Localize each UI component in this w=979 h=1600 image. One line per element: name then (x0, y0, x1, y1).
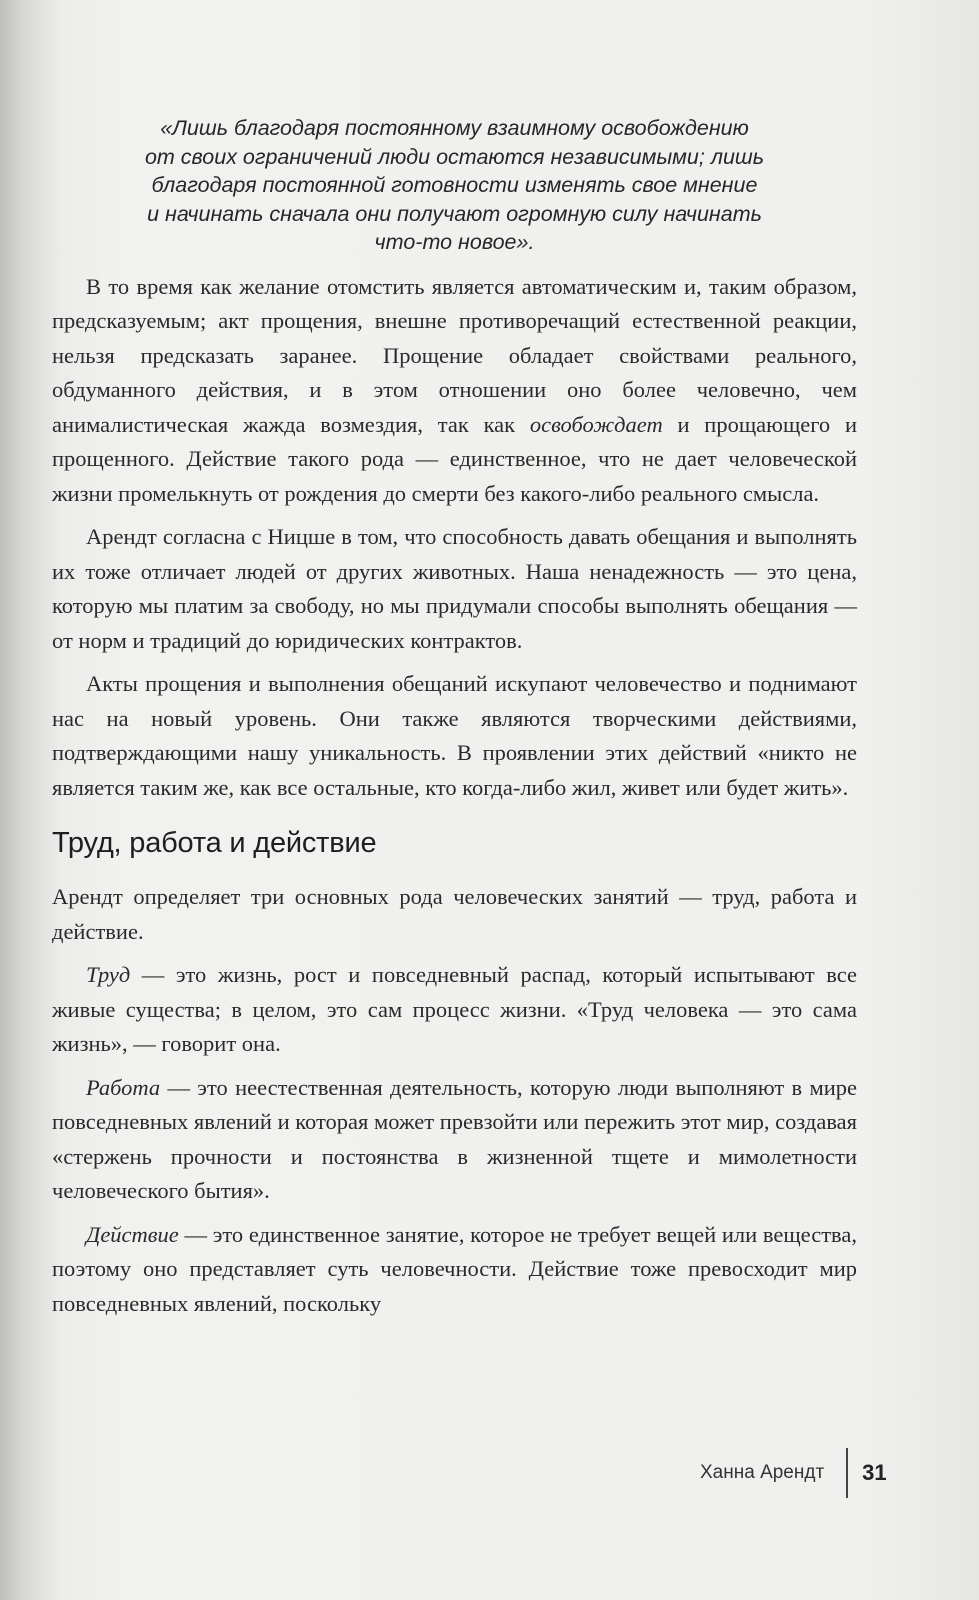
section-heading: Труд, работа и действие (52, 827, 377, 859)
term-action: Действие (86, 1221, 179, 1247)
paragraph-three-activities: Арендт определяет три основных рода человеческих занятий — труд, работа и действие. (52, 884, 857, 944)
quote-line: благодаря постоянной готовности изменять свое мнение (151, 173, 758, 197)
paragraph-text: — это единственное занятие, которое не требует вещей или вещества, поэтому оно представляет суть человечности. Действие тоже превосходит мир повседневных явлений, поскольку (52, 1221, 857, 1316)
page-text (52, 114, 857, 1330)
emphasis-word: освобождает (529, 411, 663, 437)
paragraph-work (52, 1071, 857, 1209)
quote-line: «Лишь благодаря постоянному взаимному освобождению (160, 116, 749, 140)
paragraph-text: и прощающего и прощенного. Действие такого рода — единственное, что не дает человеческой жизни промелькнуть от рождения до смерти без какого-либо реального смысла. (52, 411, 857, 506)
page-number: 31 (862, 1460, 887, 1485)
paragraph-promises: Арендт согласна с Ницше в том, что способность давать обещания и выполнять их тоже отличает людей от других животных. Наша ненадежность — это цена, которую мы платим за свободу, но мы придумали способы выполнять обещания — от норм и традиций до юридических контрактов. (52, 524, 857, 653)
epigraph-quote (52, 114, 857, 257)
term-work: Работа (86, 1074, 161, 1100)
paragraph-text: — это неестественная деятельность, которую люди выполняют в мире повседневных явлений и которая может превзойти или пережить этот мир, создавая «стержень прочности и постоянства в жизненной тщете и мимолетности человеческого бытия». (52, 1074, 857, 1203)
quote-line: от своих ограничений люди остаются независимыми; лишь (144, 144, 765, 169)
paragraph-text: В то время как желание отомстить является автоматическим и, таким образом, предсказуемым; акт прощения, внешне противоречащий естественной реакции, нельзя предсказать заранее. Прощение обладает свойствами реального, обдуманного действия, и в этом отношении оно более человечно, чем анималистическая жажда возмездия, так как (52, 273, 857, 437)
paragraph-revenge-forgiveness (52, 270, 857, 512)
term-labor: Труд (86, 962, 131, 987)
paragraph-uniqueness: Акты прощения и выполнения обещаний искупают человечество и поднимают нас на новый уровень. Они также являются творческими действиями, подтверждающими нашу уникальность. В проявлении этих действий «никто не является таким же, как все остальные, кто когда-либо жил, живет или будет жить». (52, 671, 857, 800)
running-footer-author: Ханна Арендт (700, 1462, 825, 1483)
page-footer (700, 1446, 887, 1500)
paragraph-action (52, 1218, 857, 1322)
paragraph-text: — это жизнь, рост и повседневный распад, который испытывают все живые существа; в целом, это сам процесс жизни. «Труд человека — это сама жизнь», — говорит она. (52, 962, 857, 1056)
paragraph-labor (52, 958, 857, 1062)
quote-line: что-то новое». (374, 230, 535, 254)
quote-line: и начинать сначала они получают огромную силу начинать (147, 201, 762, 226)
